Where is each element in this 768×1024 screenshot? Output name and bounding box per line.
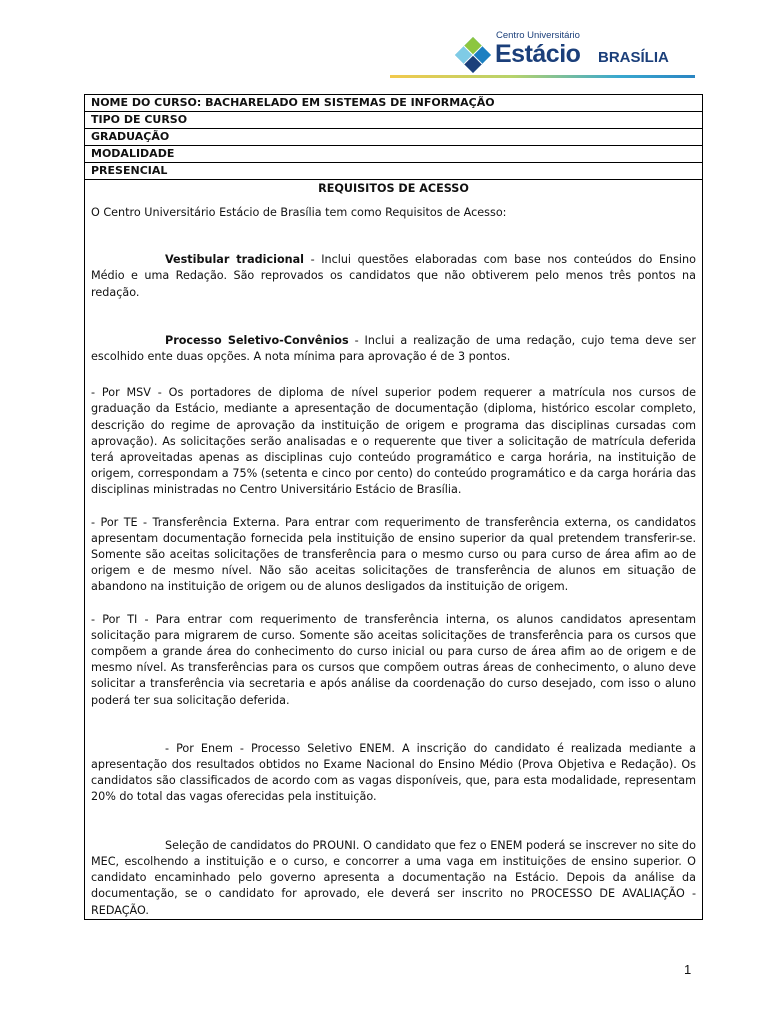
section-title: REQUISITOS DE ACESSO (318, 182, 469, 195)
convenios-text: - Inclui a realização de uma redação, cujo tema deve ser escolhido ente duas opções. A nota mínima para aprovação é de 3 pontos. (91, 333, 696, 364)
institution-logo (455, 22, 675, 78)
modality-value: PRESENCIAL (85, 163, 703, 180)
diamond-logo-icon (455, 37, 491, 73)
intro-paragraph: O Centro Universitário Estácio de Brasília tem como Requisitos de Acesso: (91, 206, 507, 219)
table-row (85, 112, 703, 129)
course-type-value: GRADUAÇÃO (85, 129, 703, 146)
logo-subtitle: Centro Universitário (496, 30, 580, 41)
te-paragraph: - Por TE - Transferência Externa. Para entrar com requerimento de transferência externa, os candidatos apresentam documentação fornecida pela instituição de ensino superior da qual pretendem transferir-se. Somente são aceitas solicitações de transferência para o mesmo curso ou para curso de área afim ao de origem e de mesmo nível. Não são aceitas solicitações de transferência de alunos em situação de abandono na instituição de origem ou de alunos desligados da instituição de origem. (91, 515, 696, 594)
logo-city: BRASÍLIA (598, 49, 669, 66)
vestibular-lead: Vestibular tradicional (165, 253, 305, 267)
logo-wordmark: Estácio (495, 40, 581, 68)
table-row (85, 129, 703, 146)
modality-label: MODALIDADE (85, 146, 703, 163)
table-row (85, 163, 703, 180)
table-row (85, 180, 703, 920)
header-rule (390, 75, 695, 78)
course-type-label: TIPO DE CURSO (85, 112, 703, 129)
prouni-paragraph: Seleção de candidatos do PROUNI. O candidato que fez o ENEM poderá se inscrever no site do MEC, escolhendo a instituição e o curso, e concorrer a uma vaga em instituições de ensino superior. O candidato encaminhado pelo governo apresenta a documentação na Estácio. Depois da análise da documentação, se o candidato for aprovado, ele deverá ser inscrito no PROCESSO DE AVALIAÇÃO - REDAÇÃO. (91, 838, 696, 917)
ti-paragraph: - Por TI - Para entrar com requerimento de transferência interna, os alunos candidatos apresentam solicitação para migrarem de curso. Somente são aceitas solicitações de transferência para os cursos que compõem a grande área do conhecimento do curso inicial ou para curso de área afim ao de origem e de mesmo nível. As transferências para os cursos que compõem outras áreas de conhecimento, o aluno deve solicitar a transferência via secretaria e após análise da coordenação do curso desejado, com isso o aluno poderá ter sua solicitação deferida. (91, 612, 696, 707)
enem-paragraph: - Por Enem - Processo Seletivo ENEM. A inscrição do candidato é realizada mediante a apresentação dos resultados obtidos no Exame Nacional do Ensino Médio (Prova Objetiva e Redação). Os candidatos são classificados de acordo com as vagas disponíveis, que, para esta modalidade, representam 20% do total das vagas oferecidas pela instituição. (91, 741, 696, 804)
msv-paragraph: - Por MSV - Os portadores de diploma de nível superior podem requerer a matrícula nos cursos de graduação da Estácio, mediante a apresentação de documentação (diploma, histórico escolar completo, descrição do regime de aprovação da instituição de origem e programa das disciplinas cursadas com aprovação). As solicitações serão analisadas e o requerente que tiver a solicitação de matrícula deferida terá aproveitadas apenas as disciplinas cujo conteúdo programático e carga horária, na instituição de origem, correspondam a 75% (setenta e cinco por cento) do conteúdo programático e da carga horária das disciplinas ministradas no Centro Universitário Estácio de Brasília. (91, 386, 696, 497)
vestibular-text: - Inclui questões elaboradas com base nos conteúdos do Ensino Médio e uma Redação. São reprovados os candidatos que não obtiverem pelo menos três pontos na redação. (91, 253, 696, 299)
table-row (85, 146, 703, 163)
table-row (85, 95, 703, 112)
page-number: 1 (684, 962, 692, 977)
convenios-paragraph (91, 333, 696, 365)
convenios-lead: Processo Seletivo-Convênios (165, 333, 349, 347)
course-name-cell: NOME DO CURSO: BACHARELADO EM SISTEMAS DE INFORMAÇÃO (85, 95, 703, 112)
course-info-table (84, 94, 703, 920)
vestibular-paragraph (91, 252, 696, 301)
access-requirements-cell (85, 180, 703, 920)
